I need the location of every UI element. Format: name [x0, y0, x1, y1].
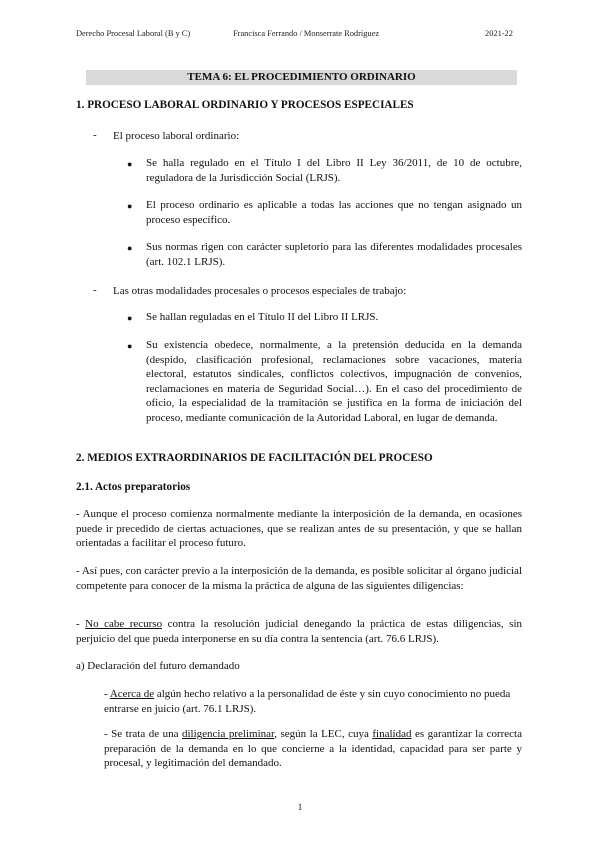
text-run: algún hecho relativo a la personalidad de éste y sin cuyo conocimiento no pueda entrarse en juicio (art. 76.1 LRJS).: [104, 688, 511, 715]
underlined-text: No cabe recurso: [85, 618, 163, 630]
text-run: , según la LEC, cuya: [274, 728, 373, 740]
paragraph: - Así pues, con carácter previo a la interposición de la demanda, es posible solicitar al órgano judicial competente para conocer de la misma la práctica de alguna de las siguientes diligencias:: [76, 565, 522, 592]
bullet-item: Se hallan reguladas en el Título II del Libro II LRJS.: [146, 311, 379, 323]
section2-heading: 2. MEDIOS EXTRAORDINARIOS DE FACILITACIÓN DEL PROCESO: [76, 452, 433, 464]
dash-marker: -: [93, 129, 97, 141]
header-course: Derecho Procesal Laboral (B y C): [76, 29, 191, 38]
paragraph: - Aunque el proceso comienza normalmente mediante la interposición de la demanda, en ocasiones puede ir precedido de ciertas actuaciones, que se realizan antes de su presentación, y que se hallan orientadas a facilitar el proceso futuro.: [76, 508, 522, 549]
dash-item-special: Las otras modalidades procesales o procesos especiales de trabajo:: [113, 285, 407, 297]
bullet-item: Se halla regulado en el Título I del Libro II Ley 36/2011, de 10 de octubre, reguladora de la Jurisdicción Social (LRJS).: [146, 157, 522, 184]
bullet-item: Su existencia obedece, normalmente, a la pretensión deducida en la demanda (despido, clasificación profesional, reclamaciones sobre vacaciones, materia electoral, estatutos sindicales, conflictos colectivos, impugnación de convenios, reclamaciones en materia de Seguridad Social…). En el caso del procedimiento de oficio, la especialidad de la tramitación se justifica en la forma de iniciación del proceso, mediante comunicación de la Autoridad Laboral, en lugar de demanda.: [146, 339, 522, 424]
header-year: 2021-22: [485, 29, 513, 38]
underlined-text: finalidad: [372, 728, 412, 740]
section1-heading: 1. PROCESO LABORAL ORDINARIO Y PROCESOS ESPECIALES: [76, 99, 414, 111]
text-run: -: [76, 618, 86, 630]
dash-marker: -: [93, 284, 97, 296]
text-run: es garantizar la correcta preparación de la demanda en lo que concierne a la identidad, capacidad para ser parte y procesal, y legitimación del demandado.: [104, 728, 522, 769]
text-run: contra la resolución judicial denegando la práctica de estas diligencias, sin perjuicio del que pueda interponerse en su día contra la sentencia (art. 76.6 LRJS).: [76, 618, 522, 645]
text-run: - Se trata de una: [104, 728, 182, 740]
bullet-item: Sus normas rigen con carácter supletorio para las diferentes modalidades procesales (art. 102.1 LRJS).: [146, 241, 522, 268]
paragraph-a1: [104, 687, 522, 716]
paragraph-no-appeal: [76, 617, 522, 646]
bullet-marker: ●: [127, 201, 133, 211]
bullet-marker: ●: [127, 159, 133, 169]
underlined-text: diligencia preliminar: [181, 728, 275, 740]
subsection-heading: 2.1. Actos preparatorios: [76, 481, 191, 493]
page-number: 1: [297, 802, 303, 812]
header-authors: Francisca Ferrando / Monserrate Rodríguez: [233, 29, 380, 38]
bullet-marker: ●: [127, 243, 133, 253]
paragraph-a2: [104, 727, 522, 771]
bullet-item: El proceso ordinario es aplicable a todas las acciones que no tengan asignado un proceso específico.: [146, 199, 522, 226]
subitem-title: a) Declaración del futuro demandado: [76, 660, 240, 672]
page-title: TEMA 6: EL PROCEDIMIENTO ORDINARIO: [187, 71, 416, 83]
dash-item-ordinary: El proceso laboral ordinario:: [113, 130, 240, 142]
text-run: -: [104, 688, 110, 700]
underlined-text: Acerca de: [109, 688, 155, 700]
bullet-marker: ●: [127, 313, 133, 323]
bullet-marker: ●: [127, 341, 133, 351]
